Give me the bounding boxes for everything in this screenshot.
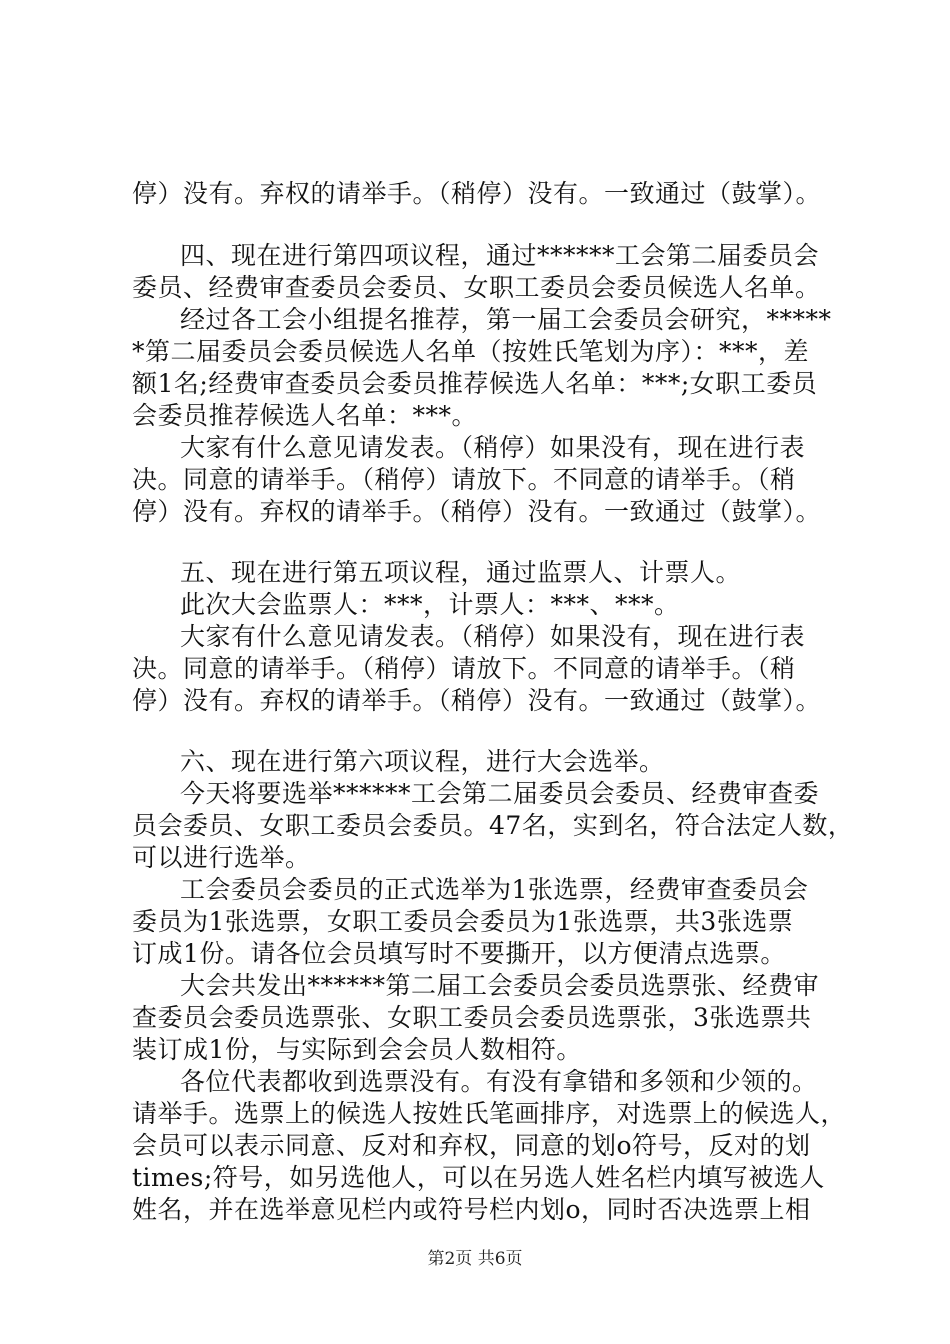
text-line: 会员可以表示同意、反对和弃权，同意的划o符号，反对的划 — [132, 1131, 811, 1160]
text-line: 会委员推荐候选人名单：***。 — [132, 401, 478, 430]
text-line: 工会委员会委员的正式选举为1张选票，经费审查委员会 — [180, 875, 809, 904]
text-line: 今天将要选举******工会第二届委员会委员、经费审查委 — [180, 779, 820, 808]
text-line: 停）没有。弃权的请举手。（稍停）没有。一致通过（鼓掌）。 — [132, 497, 822, 526]
text-line: 五、现在进行第五项议程，通过监票人、计票人。 — [180, 558, 742, 587]
text-line: 停）没有。弃权的请举手。（稍停）没有。一致通过（鼓掌）。 — [132, 179, 822, 208]
text-line: 四、现在进行第四项议程，通过******工会第二届委员会 — [180, 241, 820, 270]
text-line: 可以进行选举。 — [132, 843, 311, 872]
text-line: 订成1份。请各位会员填写时不要撕开，以方便清点选票。 — [132, 939, 786, 968]
text-line: 查委员会委员选票张、女职工委员会委员选票张，3张选票共 — [132, 1003, 812, 1032]
text-line: 大家有什么意见请发表。（稍停）如果没有，现在进行表 — [180, 433, 806, 462]
text-line: 六、现在进行第六项议程，进行大会选举。 — [180, 747, 665, 776]
page-footer: 第2页 共6页 — [427, 1249, 523, 1269]
text-line: *第二届委员会委员候选人名单（按姓氏笔划为序）：***，差 — [132, 337, 810, 366]
text-line: 决。同意的请举手。（稍停）请放下。不同意的请举手。（稍 — [132, 465, 796, 494]
text-line: 委员为1张选票，女职工委员会委员为1张选票，共3张选票 — [132, 907, 794, 936]
text-line: 此次大会监票人：***，计票人：***、***。 — [180, 590, 680, 619]
text-line: 大家有什么意见请发表。（稍停）如果没有，现在进行表 — [180, 622, 806, 651]
text-line: times;符号，如另选他人，可以在另选人姓名栏内填写被选人 — [132, 1163, 825, 1192]
text-line: 额1名;经费审查委员会委员推荐候选人名单：***;女职工委员 — [132, 369, 818, 398]
text-line: 姓名，并在选举意见栏内或符号栏内划o，同时否决选票上相 — [132, 1195, 811, 1224]
text-line: 委员、经费审查委员会委员、女职工委员会委员候选人名单。 — [132, 273, 821, 302]
text-line: 请举手。选票上的候选人按姓氏笔画排序，对选票上的候选人， — [132, 1099, 847, 1128]
text-line: 装订成1份，与实际到会会员人数相符。 — [132, 1035, 582, 1064]
text-line: 停）没有。弃权的请举手。（稍停）没有。一致通过（鼓掌）。 — [132, 686, 822, 715]
text-line: 经过各工会小组提名推荐，第一届工会委员会研究，***** — [180, 305, 832, 334]
text-line: 大会共发出******第二届工会委员会委员选票张、经费审 — [180, 971, 820, 1000]
text-line: 决。同意的请举手。（稍停）请放下。不同意的请举手。（稍 — [132, 654, 796, 683]
text-line: 各位代表都收到选票没有。有没有拿错和多领和少领的。 — [180, 1067, 818, 1096]
text-line: 员会委员、女职工委员会委员。47名，实到名，符合法定人数， — [132, 811, 854, 840]
